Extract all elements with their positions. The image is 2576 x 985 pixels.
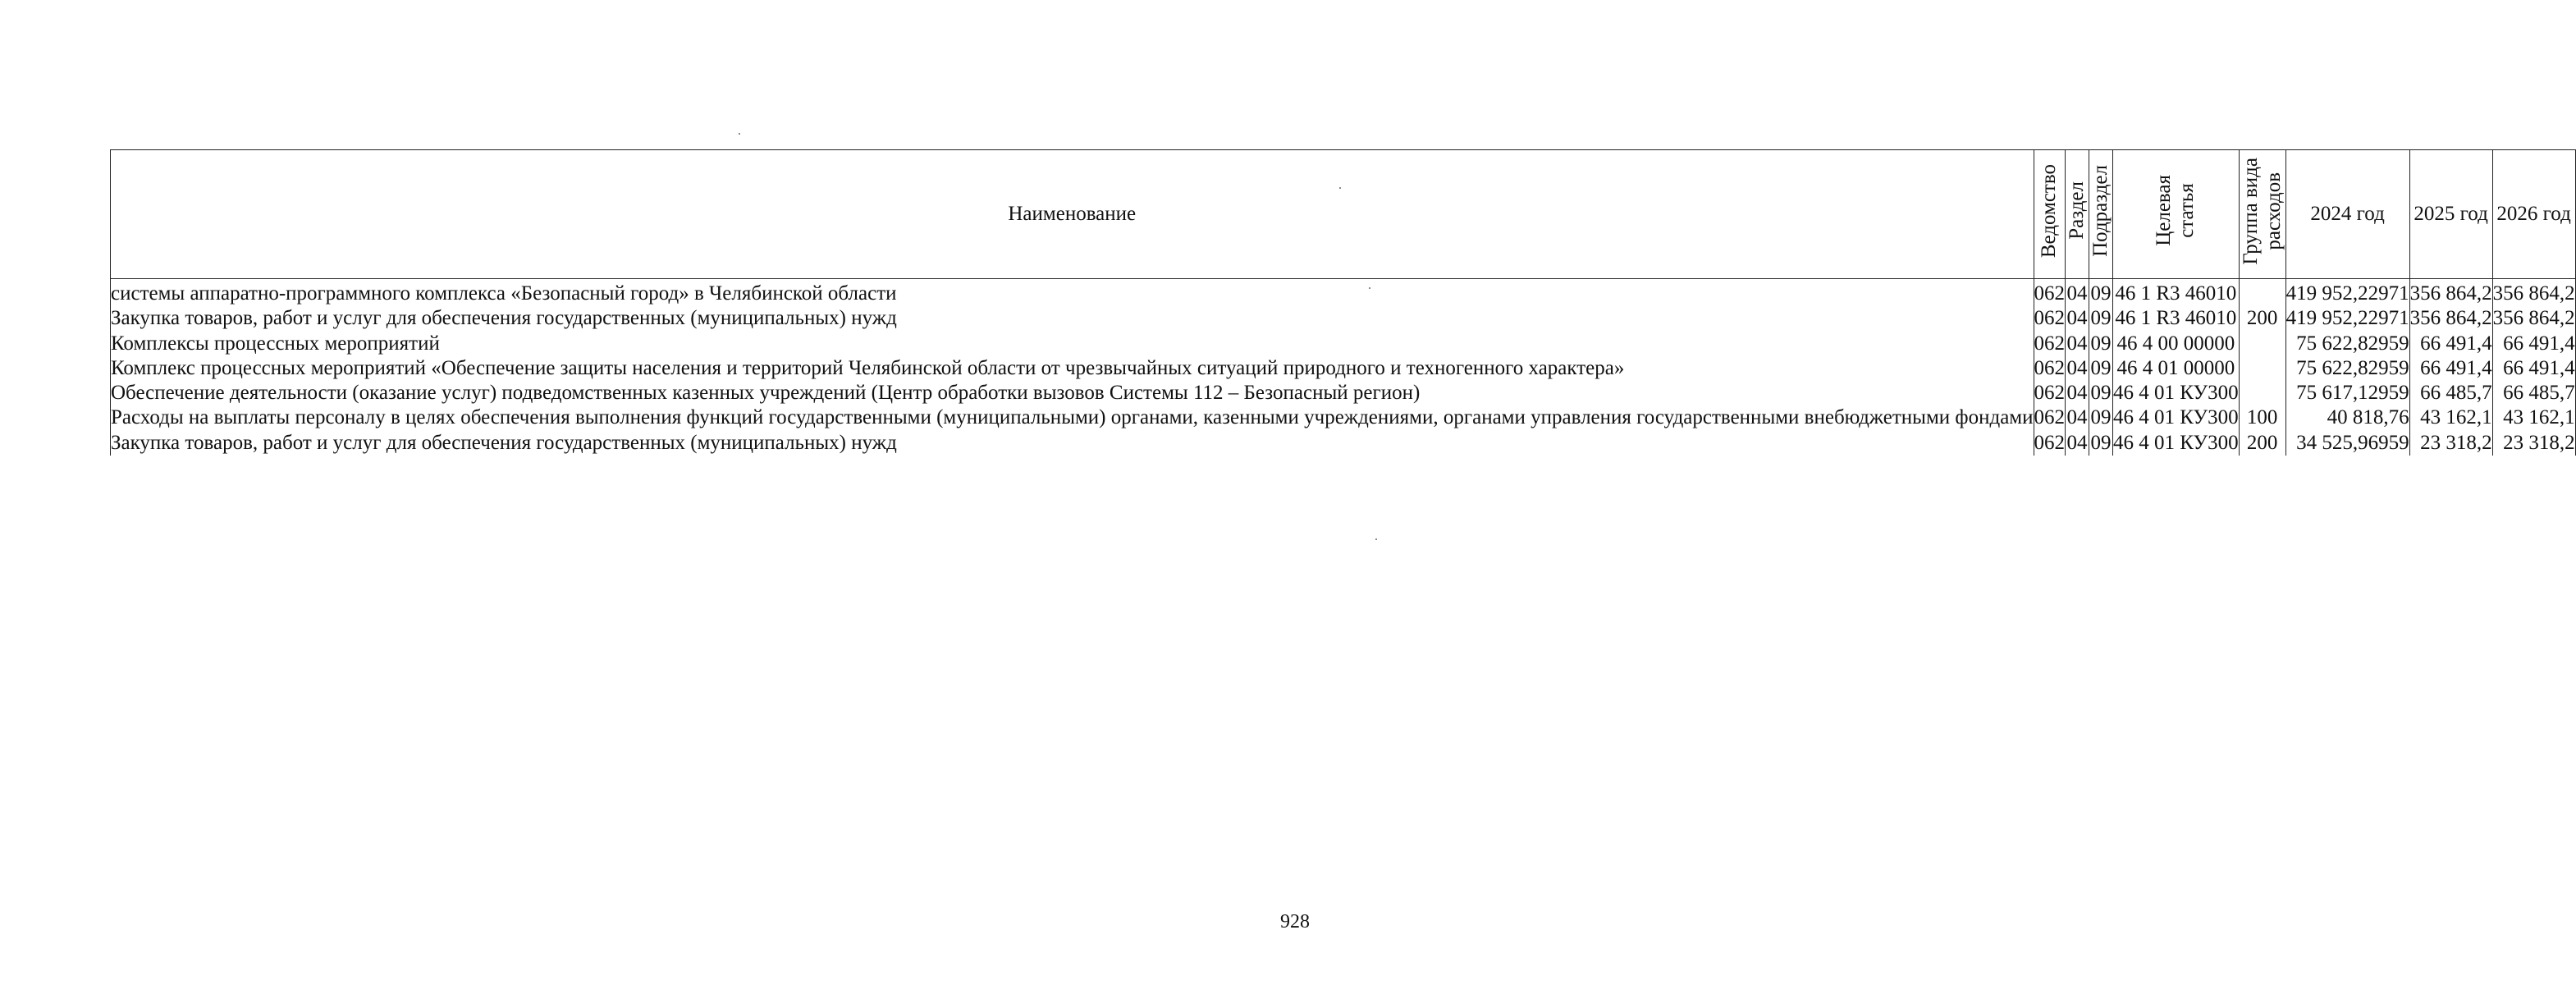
- row-amount-2026: 43 162,1: [2492, 405, 2575, 430]
- table-row: [111, 405, 2576, 430]
- row-target-article: 46 1 R3 46010: [2113, 306, 2240, 331]
- header-razdel: [2066, 150, 2089, 279]
- row-target-article: 46 4 01 КУ300: [2113, 431, 2240, 456]
- row-amount-2024: 75 617,12959: [2285, 381, 2409, 405]
- row-expense-group: [2239, 332, 2285, 356]
- row-name: Комплекс процессных мероприятий «Обеспечение защиты населения и территорий Челябинской области от чрезвычайных ситуаций природного и техногенного характера»: [111, 356, 2034, 381]
- row-vedomstvo: 062: [2034, 332, 2066, 356]
- row-amount-2025: 66 491,4: [2409, 356, 2492, 381]
- row-podrazdel: 09: [2089, 306, 2113, 331]
- budget-table: [110, 149, 2576, 456]
- row-amount-2026: 66 485,7: [2492, 381, 2575, 405]
- row-podrazdel: 09: [2089, 431, 2113, 456]
- row-vedomstvo: 062: [2034, 279, 2066, 307]
- row-podrazdel: 09: [2089, 381, 2113, 405]
- row-expense-group: [2239, 356, 2285, 381]
- row-target-article: 46 4 00 00000: [2113, 332, 2240, 356]
- row-amount-2026: 66 491,4: [2492, 332, 2575, 356]
- row-amount-2024: 75 622,82959: [2285, 332, 2409, 356]
- scan-speck: [739, 133, 740, 135]
- row-target-article: 46 4 01 КУ300: [2113, 405, 2240, 430]
- row-amount-2025: 66 485,7: [2409, 381, 2492, 405]
- table-row: [111, 279, 2576, 307]
- row-amount-2026: 23 318,2: [2492, 431, 2575, 456]
- header-2024: 2024 год: [2285, 150, 2409, 279]
- row-amount-2024: 75 622,82959: [2285, 356, 2409, 381]
- row-amount-2025: 66 491,4: [2409, 332, 2492, 356]
- row-amount-2024: 419 952,22971: [2285, 279, 2409, 307]
- scan-speck: [1375, 538, 1377, 540]
- row-amount-2024: 40 818,76: [2285, 405, 2409, 430]
- row-razdel: 04: [2066, 332, 2089, 356]
- row-expense-group: 200: [2239, 306, 2285, 331]
- table-row: [111, 381, 2576, 405]
- page-number: 928: [1280, 911, 1310, 932]
- row-amount-2024: 34 525,96959: [2285, 431, 2409, 456]
- table-row: [111, 356, 2576, 381]
- row-razdel: 04: [2066, 306, 2089, 331]
- row-amount-2025: 23 318,2: [2409, 431, 2492, 456]
- row-razdel: 04: [2066, 381, 2089, 405]
- row-vedomstvo: 062: [2034, 356, 2066, 381]
- header-2025: 2025 год: [2409, 150, 2492, 279]
- header-2026: 2026 год: [2492, 150, 2575, 279]
- row-razdel: 04: [2066, 356, 2089, 381]
- row-vedomstvo: 062: [2034, 306, 2066, 331]
- header-razdel-label: Раздел: [2066, 181, 2088, 241]
- row-name: Закупка товаров, работ и услуг для обеспечения государственных (муниципальных) нужд: [111, 431, 2034, 456]
- header-name: Наименование: [111, 150, 2034, 279]
- row-amount-2025: 356 864,2: [2409, 306, 2492, 331]
- row-expense-group: 100: [2239, 405, 2285, 430]
- row-name: системы аппаратно-программного комплекса «Безопасный город» в Челябинской области: [111, 279, 2034, 307]
- table-row: [111, 332, 2576, 356]
- row-podrazdel: 09: [2089, 279, 2113, 307]
- scan-speck: [1369, 287, 1370, 289]
- row-name: Обеспечение деятельности (оказание услуг) подведомственных казенных учреждений (Центр обработки вызовов Системы 112 – Безопасный регион): [111, 381, 2034, 405]
- row-name: Комплексы процессных мероприятий: [111, 332, 2034, 356]
- row-razdel: 04: [2066, 405, 2089, 430]
- row-amount-2026: 356 864,2: [2492, 306, 2575, 331]
- table-row: [111, 431, 2576, 456]
- row-razdel: 04: [2066, 279, 2089, 307]
- header-podrazdel: [2089, 150, 2113, 279]
- row-name: Закупка товаров, работ и услуг для обеспечения государственных (муниципальных) нужд: [111, 306, 2034, 331]
- row-amount-2026: 356 864,2: [2492, 279, 2575, 307]
- header-vedomstvo: [2034, 150, 2066, 279]
- row-name: Расходы на выплаты персоналу в целях обеспечения выполнения функций государственными (муниципальными) органами, казенными учреждениями, органами управления государственными внебюджетными фондами: [111, 405, 2034, 430]
- row-podrazdel: 09: [2089, 405, 2113, 430]
- row-target-article: 46 4 01 00000: [2113, 356, 2240, 381]
- scan-speck: [1339, 187, 1341, 189]
- row-podrazdel: 09: [2089, 356, 2113, 381]
- row-vedomstvo: 062: [2034, 431, 2066, 456]
- row-vedomstvo: 062: [2034, 381, 2066, 405]
- row-target-article: 46 4 01 КУ300: [2113, 381, 2240, 405]
- row-vedomstvo: 062: [2034, 405, 2066, 430]
- header-target-article: [2113, 150, 2240, 279]
- row-podrazdel: 09: [2089, 332, 2113, 356]
- table-row: [111, 306, 2576, 331]
- row-expense-group: 200: [2239, 431, 2285, 456]
- row-amount-2025: 356 864,2: [2409, 279, 2492, 307]
- row-expense-group: [2239, 279, 2285, 307]
- table-header-row: [111, 150, 2576, 279]
- row-amount-2026: 66 491,4: [2492, 356, 2575, 381]
- header-expense-group: [2239, 150, 2285, 279]
- header-podrazdel-label: Подраздел: [2089, 164, 2112, 257]
- row-target-article: 46 1 R3 46010: [2113, 279, 2240, 307]
- row-razdel: 04: [2066, 431, 2089, 456]
- row-amount-2024: 419 952,22971: [2285, 306, 2409, 331]
- header-expense-group-label: Группа вида расходов: [2239, 157, 2285, 265]
- header-vedomstvo-label: Ведомство: [2038, 163, 2061, 258]
- row-amount-2025: 43 162,1: [2409, 405, 2492, 430]
- row-expense-group: [2239, 381, 2285, 405]
- header-target-article-label: Целевая статья: [2153, 175, 2199, 247]
